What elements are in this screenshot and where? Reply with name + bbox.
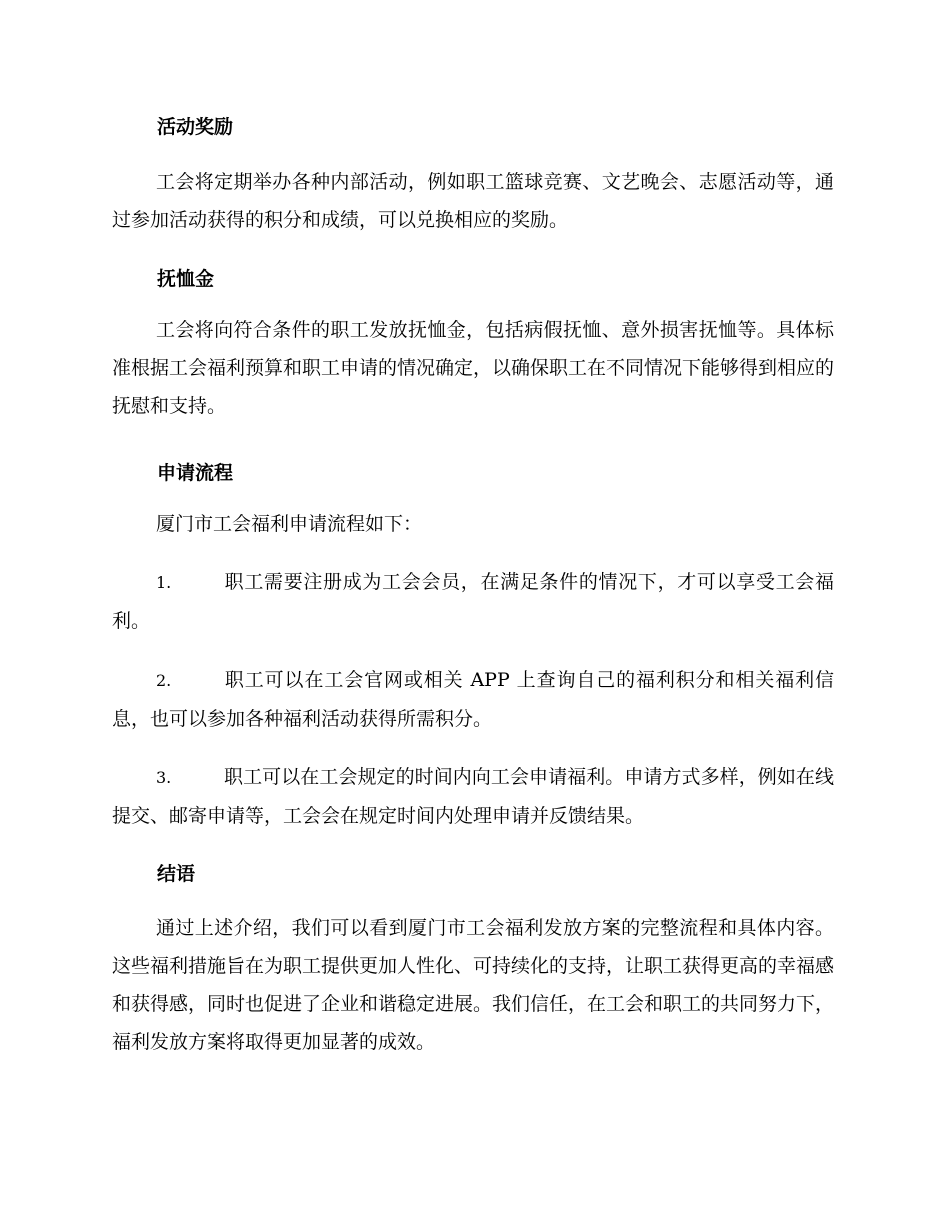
heading-pension: 抚恤金: [157, 268, 215, 290]
list-item-step-2: [112, 661, 834, 738]
list-text: 职工可以在工会官网或相关 APP 上查询自己的福利积分和相关福利信息，也可以参加各种福利活动获得所需积分。: [112, 669, 834, 730]
heading-application-process: 申请流程: [157, 462, 234, 484]
paragraph-activity-reward: 工会将定期举办各种内部活动，例如职工篮球竞赛、文艺晚会、志愿活动等，通过参加活动获得的积分和成绩，可以兑换相应的奖励。: [112, 171, 834, 231]
list-number: 3.: [156, 768, 172, 787]
heading-activity-reward: 活动奖励: [157, 116, 234, 138]
list-item-step-3: [112, 758, 834, 835]
paragraph-pension: 工会将向符合条件的职工发放抚恤金，包括病假抚恤、意外损害抚恤等。具体标准根据工会福利预算和职工申请的情况确定，以确保职工在不同情况下能够得到相应的抚慰和支持。: [112, 319, 835, 417]
list-text: 职工可以在工会规定的时间内向工会申请福利。申请方式多样，例如在线提交、邮寄申请等，工会会在规定时间内处理申请并反馈结果。: [112, 766, 834, 827]
paragraph-conclusion: 通过上述介绍，我们可以看到厦门市工会福利发放方案的完整流程和具体内容。这些福利措施旨在为职工提供更加人性化、可持续化的支持，让职工获得更高的幸福感和获得感，同时也促进了企业和谐稳定进展。我们信任，在工会和职工的共同努力下，福利发放方案将取得更加显著的成效。: [112, 917, 835, 1053]
list-number: 2.: [156, 671, 172, 690]
heading-conclusion: 结语: [157, 863, 196, 885]
list-number: 1.: [156, 573, 172, 592]
list-item-step-1: [112, 563, 834, 640]
list-text: 职工需要注册成为工会会员，在满足条件的情况下，才可以享受工会福利。: [112, 571, 834, 632]
paragraph-process-intro: 厦门市工会福利申请流程如下：: [156, 513, 423, 535]
